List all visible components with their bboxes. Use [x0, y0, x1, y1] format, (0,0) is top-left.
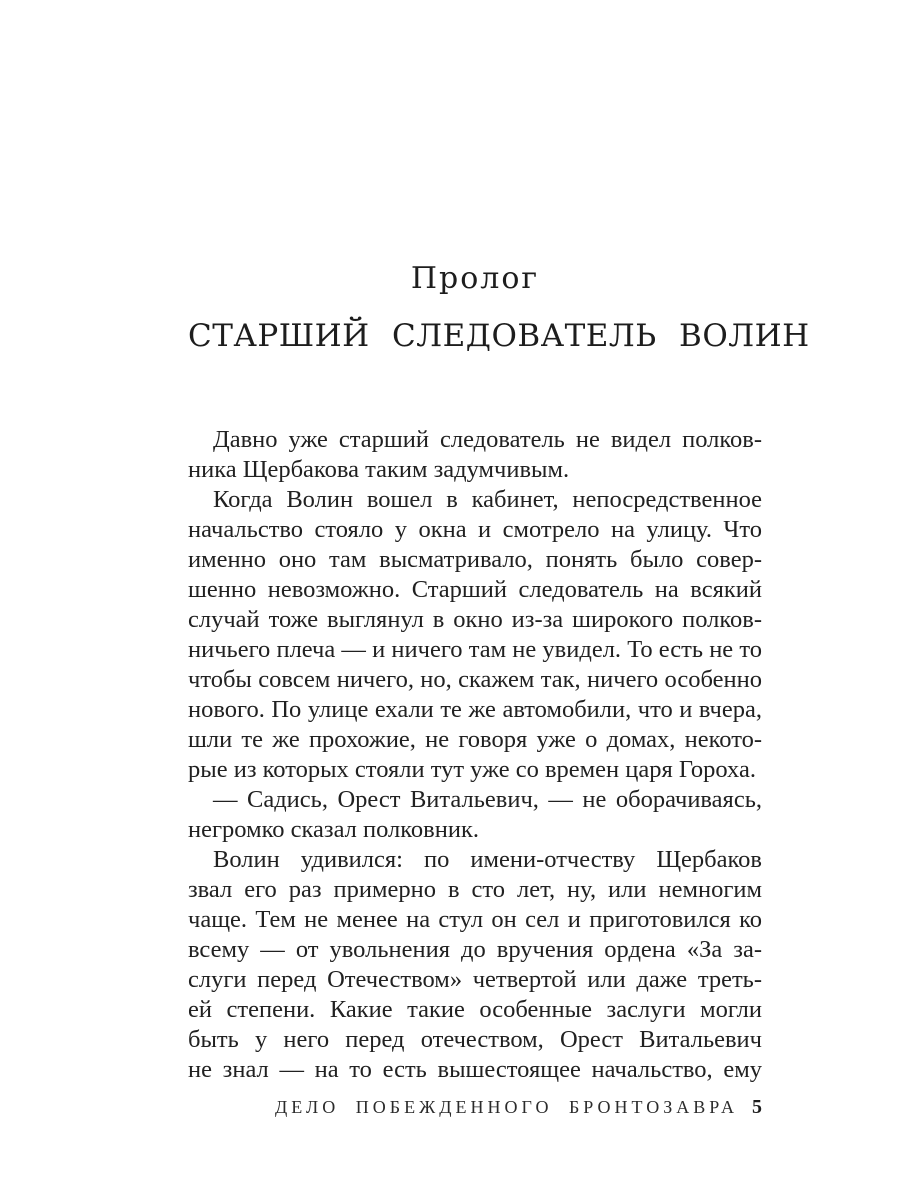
text-line: ей степени. Какие такие особенные заслуги могли [188, 996, 762, 1023]
text-line: быть у него перед отечеством, Орест Витальевич [188, 1026, 762, 1053]
body-text [188, 425, 762, 1085]
text-line: рые из которых стояли тут уже со времен царя Гороха. [188, 756, 756, 783]
text-line: шли те же прохожие, не говоря уже о домах, некото- [188, 726, 762, 753]
text-line: — Садись, Орест Витальевич, — не оборачиваясь, [213, 786, 762, 813]
text-line: Давно уже старший следователь не видел полков- [213, 426, 762, 453]
text-line: ника Щербакова таким задумчивым. [188, 456, 570, 483]
page-headings [188, 261, 810, 356]
text-line: чтобы совсем ничего, но, скажем так, ничего особенно [188, 666, 762, 693]
running-title: ДЕЛО ПОБЕЖДЕННОГО БРОНТОЗАВРА [275, 1097, 738, 1117]
text-line: негромко сказал полковник. [188, 816, 479, 843]
text-line: слуги перед Отечеством» четвертой или даже треть- [188, 966, 762, 993]
text-line: Волин удивился: по имени-отчеству Щербаков [213, 846, 762, 873]
text-line: именно оно там высматривало, понять было совер- [188, 546, 762, 573]
page-footer [188, 1096, 762, 1119]
prologue-heading: Пролог [410, 261, 540, 296]
text-line: нового. По улице ехали те же автомобили, что и вчера, [188, 696, 762, 723]
text-line: случай тоже выглянул в окно из-за широкого полков- [188, 606, 762, 633]
page-number: 5 [752, 1096, 762, 1118]
text-line: начальство стояло у окна и смотрело на улицу. Что [188, 516, 762, 543]
text-line: шенно невозможно. Старший следователь на всякий [188, 576, 762, 603]
text-line: всему — от увольнения до вручения ордена «За за- [188, 936, 762, 963]
text-line: не знал — на то есть вышестоящее начальство, ему [188, 1056, 762, 1083]
chapter-heading: СТАРШИЙ СЛЕДОВАТЕЛЬ ВОЛИН [188, 318, 810, 354]
text-line: чаще. Тем не менее на стул он сел и приготовился ко [188, 906, 762, 933]
text-line: Когда Волин вошел в кабинет, непосредственное [213, 486, 762, 513]
text-line: звал его раз примерно в сто лет, ну, или немногим [188, 876, 762, 903]
text-line: ничьего плеча — и ничего там не увидел. То есть не то [188, 636, 762, 663]
